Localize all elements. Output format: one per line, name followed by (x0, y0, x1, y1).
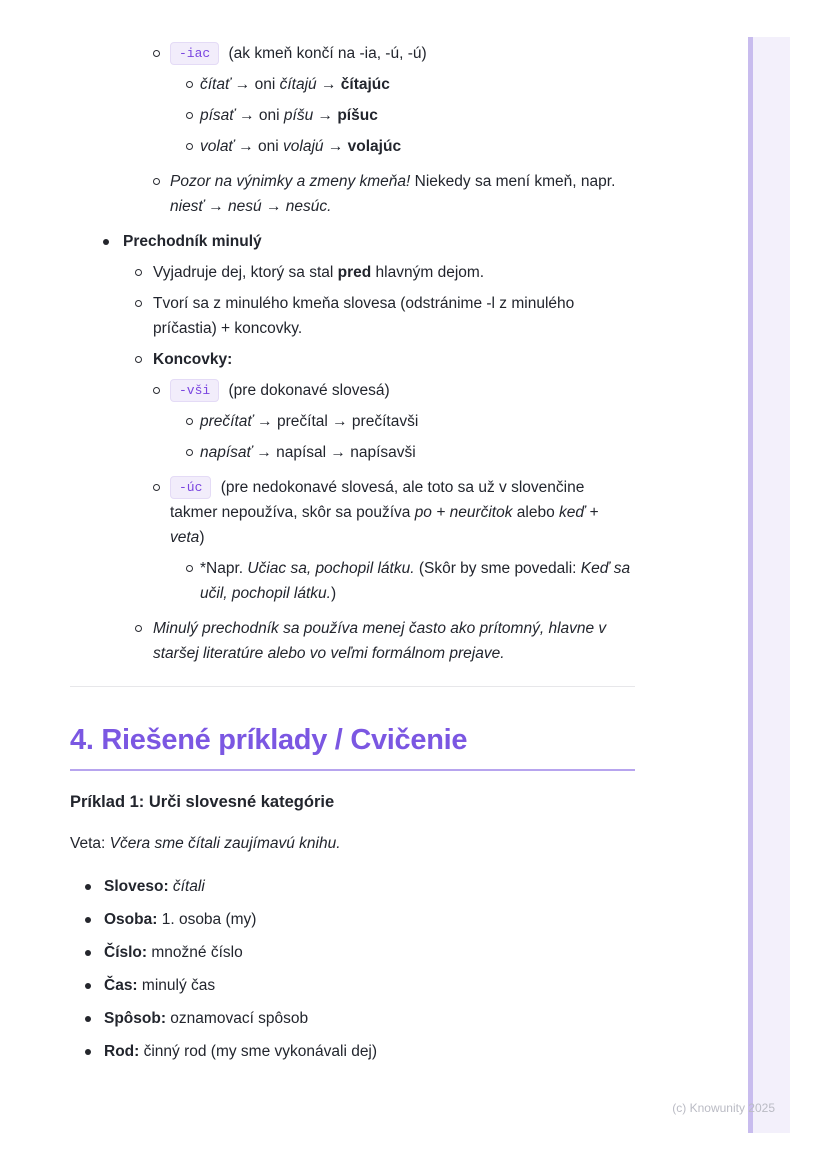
copyright-note: (c) Knowunity 2025 (672, 1101, 775, 1115)
list-item (70, 616, 635, 666)
list-item-text (70, 1039, 635, 1064)
list-item-text (70, 973, 635, 998)
text-segment: hlavným dejom. (371, 264, 485, 281)
list-item (70, 291, 635, 341)
section-divider (70, 686, 635, 687)
list-item (70, 72, 635, 97)
text-segment: prečítať (200, 413, 253, 430)
text-segment: (pre nedokonavé slovesá, ale toto sa už v slovenčine takmer nepoužíva, skôr sa používa (170, 479, 585, 521)
text-segment: volať (200, 138, 234, 155)
bullet-disc-icon (85, 1016, 91, 1022)
list-item-text (70, 229, 635, 254)
list-item (70, 1039, 635, 1064)
bullet-circle-icon (186, 81, 193, 88)
text-segment: volajúc (347, 138, 402, 155)
list-item (70, 347, 635, 372)
bullet-circle-icon (153, 50, 160, 57)
list-item (70, 41, 635, 66)
bullet-disc-icon (103, 239, 109, 245)
bullet-circle-icon (186, 143, 193, 150)
list-item (70, 907, 635, 932)
text-segment: Tvorí sa z minulého kmeňa slovesa (odstránime -l z minulého príčastia) + koncovky. (153, 295, 575, 337)
text-segment: Keď sa učil, pochopil látku. (200, 560, 631, 602)
text-segment: → (323, 138, 348, 155)
text-segment: → oni (233, 138, 284, 155)
text-segment: Číslo: (104, 944, 148, 961)
text-segment: keď + veta (170, 504, 599, 546)
page-edge-panel (748, 37, 790, 1133)
bullet-disc-icon (85, 884, 91, 890)
text-segment: Čas: (104, 977, 138, 994)
list-item (70, 440, 635, 465)
text-segment: činný rod (my sme vykonávali dej) (139, 1043, 378, 1060)
list-item (70, 103, 635, 128)
list-item-text (70, 907, 635, 932)
list-item (70, 973, 635, 998)
text-segment: → oni (234, 107, 284, 124)
answers-list (70, 874, 635, 1064)
text-segment: ) (199, 529, 205, 546)
list-item-text (70, 291, 635, 341)
text-segment: 1. osoba (my) (157, 911, 257, 928)
text-segment: čítajúc (340, 76, 390, 93)
text-segment: Koncovky: (153, 351, 233, 368)
list-item-text (70, 440, 635, 465)
text-segment: volajú (283, 138, 324, 155)
text-segment: → (313, 107, 338, 124)
bullet-circle-icon (135, 356, 142, 363)
bullet-disc-icon (85, 917, 91, 923)
text-segment: (ak kmeň končí na -ia, -ú, -ú) (224, 45, 427, 62)
bullet-circle-icon (153, 484, 160, 491)
text-segment: Pozor na výnimky a zmeny kmeňa! (170, 173, 411, 190)
document-content (70, 41, 635, 1072)
text-segment: Spôsob: (104, 1010, 166, 1027)
text-segment: (pre dokonavé slovesá) (224, 382, 390, 399)
text-segment: (Skôr by sme povedali: (414, 560, 581, 577)
text-segment: píšuc (337, 107, 378, 124)
text-segment: Učiac sa, pochopil látku. (247, 560, 415, 577)
list-item (70, 1006, 635, 1031)
bullet-circle-icon (153, 178, 160, 185)
list-item-text (70, 72, 635, 97)
text-segment: Prechodník minulý (123, 233, 262, 250)
list-item (70, 409, 635, 434)
text-segment: Sloveso: (104, 878, 169, 895)
bullet-disc-icon (85, 950, 91, 956)
list-item (70, 134, 635, 159)
bullet-circle-icon (186, 112, 193, 119)
text-segment: *Napr. (200, 560, 248, 577)
bullet-circle-icon (135, 269, 142, 276)
text-segment: oznamovací spôsob (166, 1010, 309, 1027)
inline-code-chip: -vši (170, 379, 219, 402)
list-item-text (70, 169, 635, 219)
text-segment: alebo (512, 504, 560, 521)
list-item (70, 229, 635, 254)
text-segment: čítali (172, 878, 205, 895)
text-segment: Osoba: (104, 911, 158, 928)
list-item-text (70, 556, 635, 606)
inline-code-chip: -úc (170, 476, 211, 499)
heading-underline (70, 769, 635, 771)
list-item-text (70, 260, 635, 285)
example-title: Príklad 1: Urči slovesné kategórie (70, 793, 335, 811)
text-segment: čítajú (279, 76, 317, 93)
text-segment: Včera sme čítali zaujímavú knihu. (109, 835, 341, 852)
list-item-text (70, 409, 635, 434)
list-item-text (70, 347, 635, 372)
text-segment: pred (337, 264, 372, 281)
list-item (70, 378, 635, 403)
text-segment: Minulý prechodník sa používa menej často ako prítomný, hlavne v staršej literatúre alebo vo veľmi formálnom prejave. (153, 620, 607, 662)
bullet-circle-icon (186, 565, 193, 572)
list-item (70, 260, 635, 285)
text-segment: Vyjadruje dej, ktorý sa stal (153, 264, 338, 281)
text-segment: Rod: (104, 1043, 140, 1060)
list-item (70, 169, 635, 219)
text-segment: napísať (200, 444, 253, 461)
notes-list (70, 41, 635, 666)
example-sentence (70, 833, 635, 854)
list-item-text (70, 103, 635, 128)
bullet-circle-icon (135, 625, 142, 632)
text-segment: čítať (200, 76, 231, 93)
list-item (70, 874, 635, 899)
bullet-circle-icon (135, 300, 142, 307)
list-item (70, 556, 635, 606)
list-item (70, 475, 635, 550)
list-item-text (70, 1006, 635, 1031)
text-segment: niesť → nesú → nesúc. (170, 198, 332, 215)
list-item (70, 940, 635, 965)
text-segment: píšu (283, 107, 314, 124)
list-item-text (70, 874, 635, 899)
text-segment: → oni (230, 76, 280, 93)
text-segment: → prečítal → prečítavši (252, 413, 419, 430)
bullet-disc-icon (85, 983, 91, 989)
text-segment: Veta: (70, 835, 110, 852)
list-item-text (70, 134, 635, 159)
list-item-text (70, 940, 635, 965)
text-segment: po + neurčitok (414, 504, 513, 521)
text-segment: písať (200, 107, 235, 124)
text-segment: Niekedy sa mení kmeň, napr. (410, 173, 616, 190)
bullet-circle-icon (186, 418, 193, 425)
text-segment: → (316, 76, 341, 93)
bullet-circle-icon (153, 387, 160, 394)
text-segment: množné číslo (147, 944, 243, 961)
section-heading: 4. Riešené príklady / Cvičenie (70, 724, 468, 756)
bullet-circle-icon (186, 449, 193, 456)
bullet-disc-icon (85, 1049, 91, 1055)
inline-code-chip: -iac (170, 42, 219, 65)
text-segment: minulý čas (137, 977, 216, 994)
text-segment: → napísal → napísavši (252, 444, 416, 461)
list-item-text (70, 616, 635, 666)
text-segment: ) (330, 585, 337, 602)
